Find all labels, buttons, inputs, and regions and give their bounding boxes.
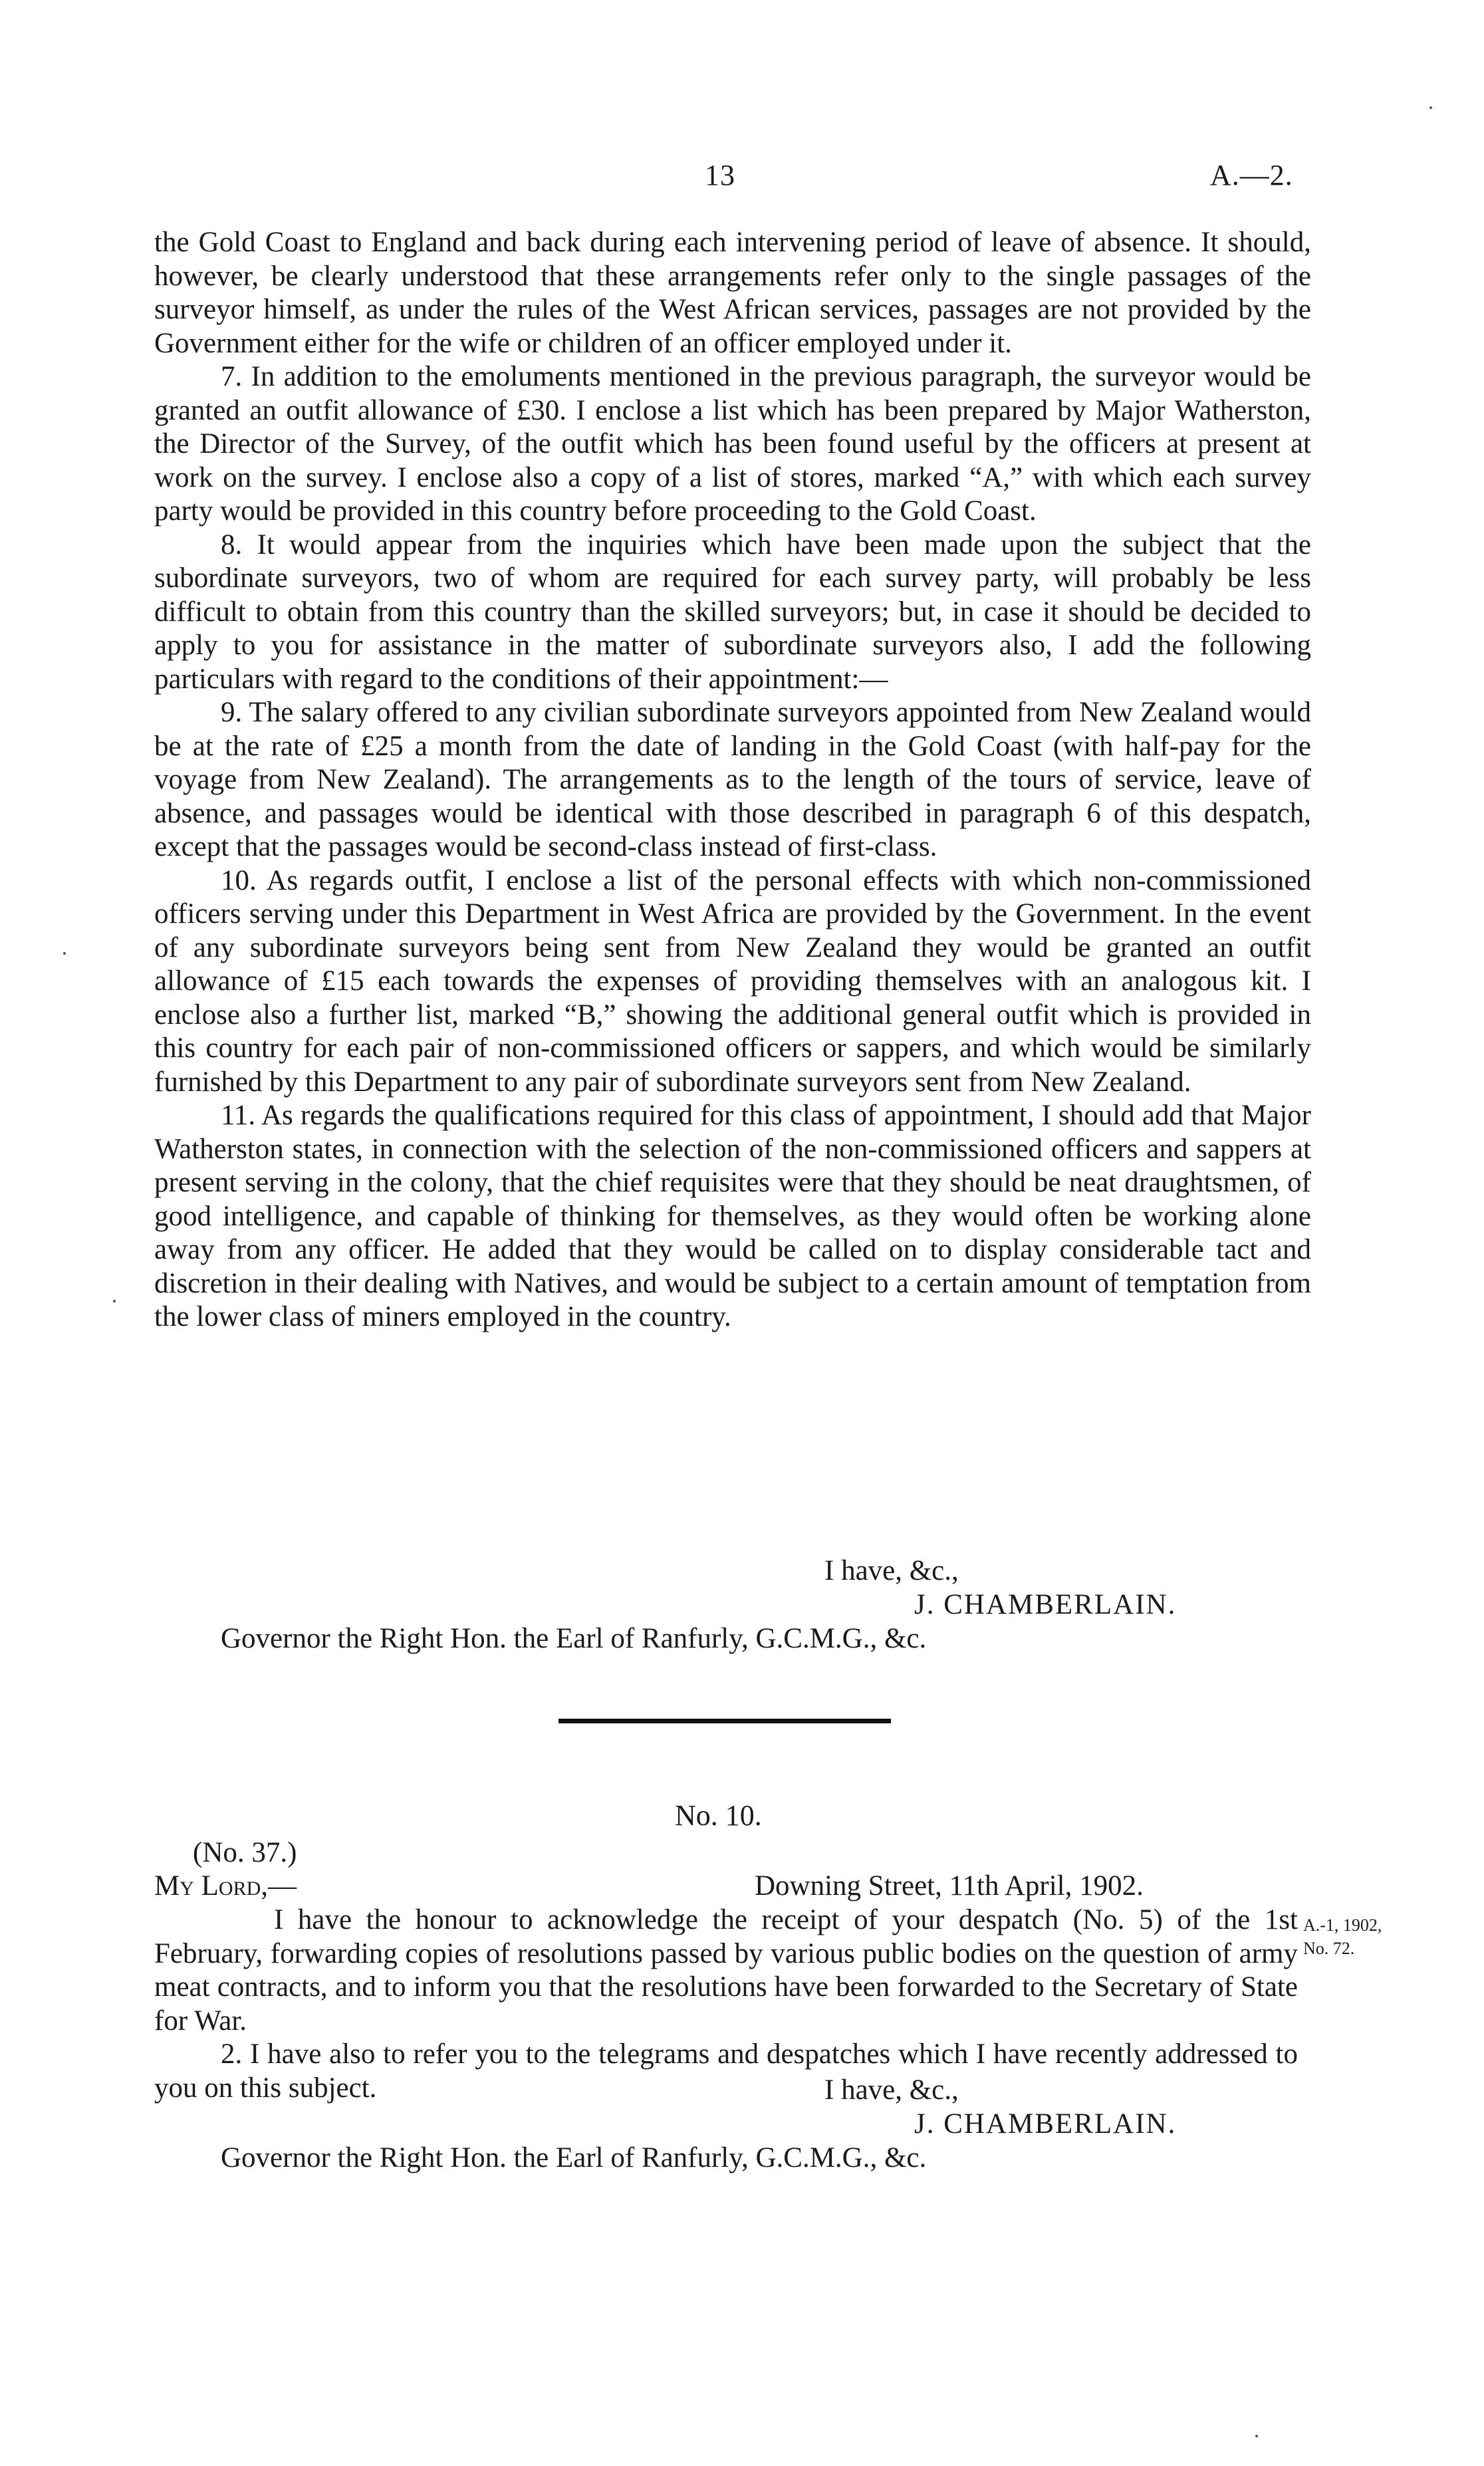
scan-speck bbox=[113, 1300, 116, 1302]
page-number: 13 bbox=[705, 159, 735, 191]
scan-speck bbox=[1429, 106, 1432, 109]
document-reference: A.—2. bbox=[1210, 159, 1293, 191]
scan-speck bbox=[63, 952, 66, 955]
despatch-10-body bbox=[154, 1904, 1298, 2105]
scan-speck bbox=[1255, 2435, 1258, 2437]
signature-1: J. CHAMBERLAIN. bbox=[914, 1589, 1177, 1620]
despatch-heading: No. 10. bbox=[675, 1799, 762, 1832]
paragraph-1: I have the honour to acknowledge the receipt of your despatch (No. 5) of the 1st February, forwarding copies of resolutions passed by various public bodies on the question of army meat contracts, and to inform you that the resolutions have been forwarded to the Secretary of State for War. bbox=[154, 1904, 1298, 2036]
closing-1: I have, &c., bbox=[824, 1555, 959, 1586]
section-divider bbox=[558, 1719, 891, 1723]
addressee-1: Governor the Right Hon. the Earl of Ranfurly, G.C.M.G., &c. bbox=[221, 1623, 927, 1654]
paragraph-9: 9. The salary offered to any civilian subordinate surveyors appointed from New Zealand would be at the rate of £25 a month from the date of landing in the Gold Coast (with half-pay for the voyage from New Zealand). The arrangements as to the length of the tours of service, leave of absence, and passages would be identical with those described in paragraph 6 of this despatch, except that the passages would be second-class instead of first-class. bbox=[154, 697, 1311, 862]
paragraph-2: 2. I have also to refer you to the telegrams and despatches which I have recently addressed to you on this subject. bbox=[154, 2038, 1298, 2104]
margin-note-line-2: No. 72. bbox=[1303, 1939, 1355, 1958]
addressee-2: Governor the Right Hon. the Earl of Ranfurly, G.C.M.G., &c. bbox=[221, 2142, 927, 2173]
paragraph-continuation: the Gold Coast to England and back during each intervening period of leave of absence. It should, however, be clearly understood that these arrangements refer only to the single passages of the surveyor himself, as under the rules of the West African services, passages are not provided by the Government either for the wife or children of an officer employed under it. bbox=[154, 227, 1311, 359]
despatch-9-body bbox=[154, 226, 1311, 1334]
paragraph-8: 8. It would appear from the inquiries which have been made upon the subject that the subordinate surveyors, two of whom are required for each survey party, will probably be less difficult to obtain from this country than the skilled surveyors; but, in case it should be decided to apply to you for assistance in the matter of subordinate surveyors also, I add the following particulars with regard to the conditions of their appointment:— bbox=[154, 529, 1311, 695]
signature-2: J. CHAMBERLAIN. bbox=[914, 2108, 1177, 2140]
despatch-number: (No. 37.) bbox=[193, 1837, 297, 1868]
paragraph-10: 10. As regards outfit, I enclose a list of the personal effects with which non-commissioned officers serving under this Department in West Africa are provided by the Government. In the event of any subordinate surveyors being sent from New Zealand they would be granted an outfit allowance of £15 each towards the expenses of providing themselves with an analogous kit. I enclose also a further list, marked “B,” showing the additional general outfit which is provided in this country for each pair of non-commissioned officers or sappers, and which would be similarly furnished by this Department to any pair of subordinate surveyors sent from New Zealand. bbox=[154, 864, 1311, 1098]
paragraph-7: 7. In addition to the emoluments mentioned in the previous paragraph, the surveyor would be granted an outfit allowance of £30. I enclose a list which has been prepared by Major Watherston, the Director of the Survey, of the outfit which has been found useful by the officers at present at work on the survey. I enclose also a copy of a list of stores, marked “A,” with which each survey party would be provided in this country before proceeding to the Gold Coast. bbox=[154, 361, 1311, 527]
salutation: My Lord,— bbox=[154, 1870, 297, 1902]
place-date: Downing Street, 11th April, 1902. bbox=[755, 1870, 1144, 1902]
closing-2: I have, &c., bbox=[824, 2074, 959, 2106]
margin-note-line-1: A.-1, 1902, bbox=[1303, 1915, 1382, 1935]
paragraph-11: 11. As regards the qualifications required for this class of appointment, I should add that Major Watherston states, in connection with the selection of the non-commissioned officers and sappers at present serving in the colony, that the chief requisites were that they should be neat draughtsmen, of good intelligence, and capable of thinking for themselves, as they would often be working alone away from any officer. He added that they would be called on to display considerable tact and discretion in their dealing with Natives, and would be subject to a certain amount of temptation from the lower class of miners employed in the country. bbox=[154, 1100, 1311, 1332]
